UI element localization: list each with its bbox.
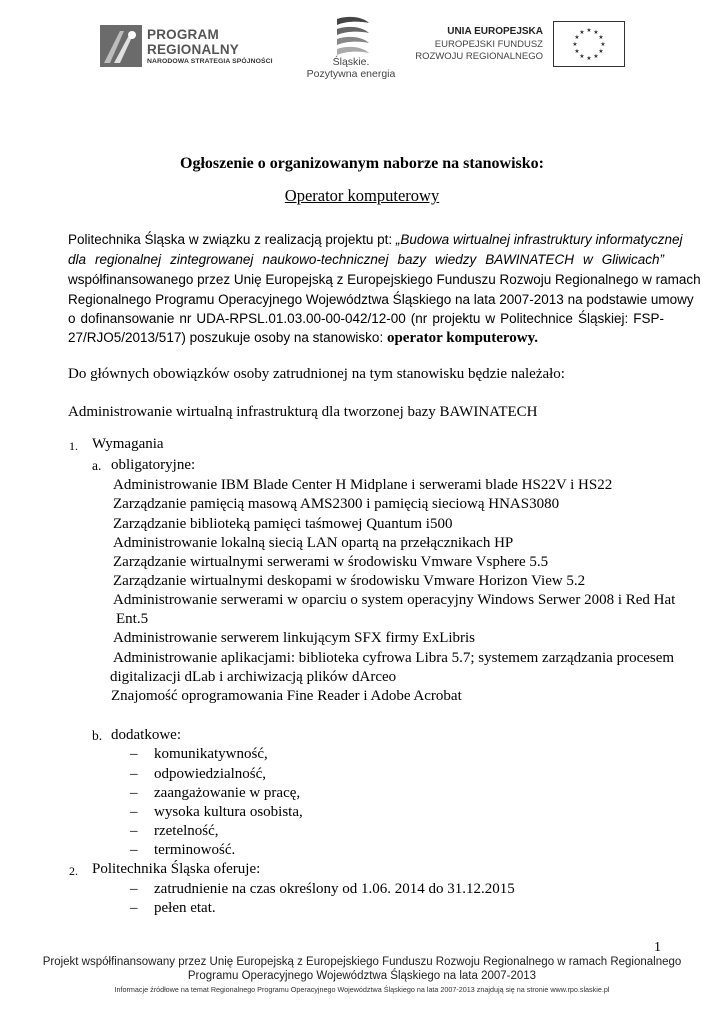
intro-line-6-text: 27/RJO5/2013/517) poszukuje osoby na stanowisko: [68,330,387,345]
mandatory-item-continued: digitalizacji dLab i archiwizacją plików dArceo [110,669,397,685]
additional-item [130,745,268,764]
footer-line2: Programu Operacyjnego Województwa Śląskiego na lata 2007-2013 [187,970,537,982]
mandatory-marker: a. [92,458,102,473]
slaskie-logo-line1: Śląskie. [332,56,370,68]
additional-item-text: odpowiedzialność, [154,766,267,782]
additional-item [130,765,266,784]
additional-item [130,803,303,822]
dash-bullet: – [130,766,138,782]
eu-logo-line1: UNIA EUROPEJSKA [447,26,543,37]
offer-item-text: pełen etat. [154,900,216,916]
intro-line-6 [68,328,538,348]
eu-logo-line2: EUROPEJSKI FUNDUSZ [434,39,543,50]
svg-text:★: ★ [593,53,599,60]
additional-marker: b. [92,728,103,743]
mandatory-item: Zarządzanie pamięcią masową AMS2300 i pamięcią sieciową HNAS3080 [113,496,560,512]
mandatory-item: Znajomość oprogramowania Fine Reader i Adobe Acrobat [111,688,462,704]
offer-item [130,899,216,918]
svg-text:★: ★ [579,53,585,60]
slaskie-logo-line2: Pozytywna energia [306,68,396,80]
svg-text:★: ★ [600,41,606,48]
additional-item-text: komunikatywność, [154,746,268,762]
svg-text:★: ★ [574,48,580,55]
slaskie-logo-icon [333,13,373,60]
mandatory-item: Administrowanie serwerami w oparciu o system operacyjny Windows Serwer 2008 i Red Hat [113,592,676,608]
additional-item [130,822,219,841]
mandatory-item: Administrowanie IBM Blade Center H Midplane i serwerami blade HS22V i HS22 [113,477,613,493]
eu-logo-line3: ROZWOJU REGIONALNEGO [415,51,543,62]
additional-item [130,841,235,860]
project-title-start: „Budowa wirtualnej infrastruktury informatycznej [395,232,683,247]
offer-item [130,880,515,899]
page-number: 1 [654,940,661,955]
svg-text:★: ★ [598,48,604,55]
dash-bullet: – [130,842,138,858]
additional-item [130,784,300,803]
mandatory-item: Administrowanie lokalną siecią LAN opartą na przełącznikach HP [113,535,514,551]
duties-heading: Do głównych obowiązków osoby zatrudnionej na tym stanowisku będzie należało: [68,366,565,382]
mandatory-item: Zarządzanie wirtualnymi deskopami w środowisku Vmware Horizon View 5.2 [113,573,586,589]
position-name: operator komputerowy. [386,330,539,346]
additional-title: dodatkowe: [111,727,181,743]
dash-bullet: – [130,823,138,839]
svg-text:★: ★ [593,29,599,36]
mandatory-item: Administrowanie aplikacjami: biblioteka cyfrowa Libra 5.7; systemem zarządzania procesem [113,650,675,666]
page-subtitle: Operator komputerowy [284,186,440,205]
additional-item-text: rzetelność, [154,823,219,839]
program-logo-line1: PROGRAM [147,27,219,42]
intro-line-1 [68,230,683,250]
intro-line-4: Regionalnego Programu Operacyjnego Województwa Śląskiego na lata 2007-2013 na podstawie umowy [68,292,694,307]
additional-item-text: zaangażowanie w pracę, [154,785,301,801]
svg-text:★: ★ [586,55,592,62]
program-logo-line2: REGIONALNY [147,42,240,57]
intro-line-3: współfinansowanego przez Unię Europejską z Europejskiego Funduszu Rozwoju Regionalnego w ramach [68,272,701,287]
intro-line-2: dla regionalnej zintegrowanej naukowo-technicznej bazy wiedzy BAWINATECH w Gliwicach” [68,252,664,267]
section1-number: 1. [69,439,78,453]
dash-bullet: – [130,881,138,897]
dash-bullet: – [130,785,138,801]
mandatory-item-continued: Ent.5 [116,611,149,627]
footer-line1: Projekt współfinansowany przez Unię Europejską z Europejskiego Funduszu Rozwoju Regionalnego w ramach Regionalnego [42,956,682,968]
additional-item-text: terminowość. [154,842,236,858]
section2-title: Politechnika Śląska oferuje: [92,861,261,877]
duty-line: Administrowanie wirtualną infrastrukturą dla tworzonej bazy BAWINATECH [68,404,538,420]
page-title: Ogłoszenie o organizowanym naborze na stanowisko: [180,155,544,172]
svg-text:★: ★ [579,29,585,36]
intro-line-1-text: Politechnika Śląska w związku z realizacją projektu pt: [68,232,396,247]
program-regionalny-logo-icon [100,25,142,72]
svg-text:★: ★ [598,34,604,41]
section1-title: Wymagania [92,436,164,452]
svg-text:★: ★ [572,41,578,48]
dash-bullet: – [130,804,138,820]
eu-flag-icon [553,21,625,67]
footer-line3: Informacje źródłowe na temat Regionalnego Programu Operacyjnego Województwa Śląskiego na lata 2007-2013 znajdują się na stronie www.rpo.slaskie.pl [114,985,610,994]
dash-bullet: – [130,900,138,916]
svg-text:★: ★ [574,34,580,41]
section2-number: 2. [69,864,78,878]
program-logo-line3: NARODOWA STRATEGIA SPÓJNOŚCI [147,58,273,65]
intro-line-5: o dofinansowanie nr UDA-RPSL.01.03.00-00-042/12-00 (nr projektu w Politechnice Śląskiej: FSP- [68,311,664,326]
mandatory-item: Administrowanie serwerem linkującym SFX firmy ExLibris [113,630,476,646]
mandatory-item: Zarządzanie wirtualnymi serwerami w środowisku Vmware Vsphere 5.5 [113,554,549,570]
dash-bullet: – [130,746,138,762]
svg-text:★: ★ [586,27,592,34]
mandatory-item: Zarządzanie biblioteką pamięci taśmowej Quantum i500 [113,516,453,532]
additional-item-text: wysoka kultura osobista, [154,804,303,820]
mandatory-title: obligatoryjne: [111,457,196,473]
offer-item-text: zatrudnienie na czas określony od 1.06. 2014 do 31.12.2015 [154,881,515,897]
